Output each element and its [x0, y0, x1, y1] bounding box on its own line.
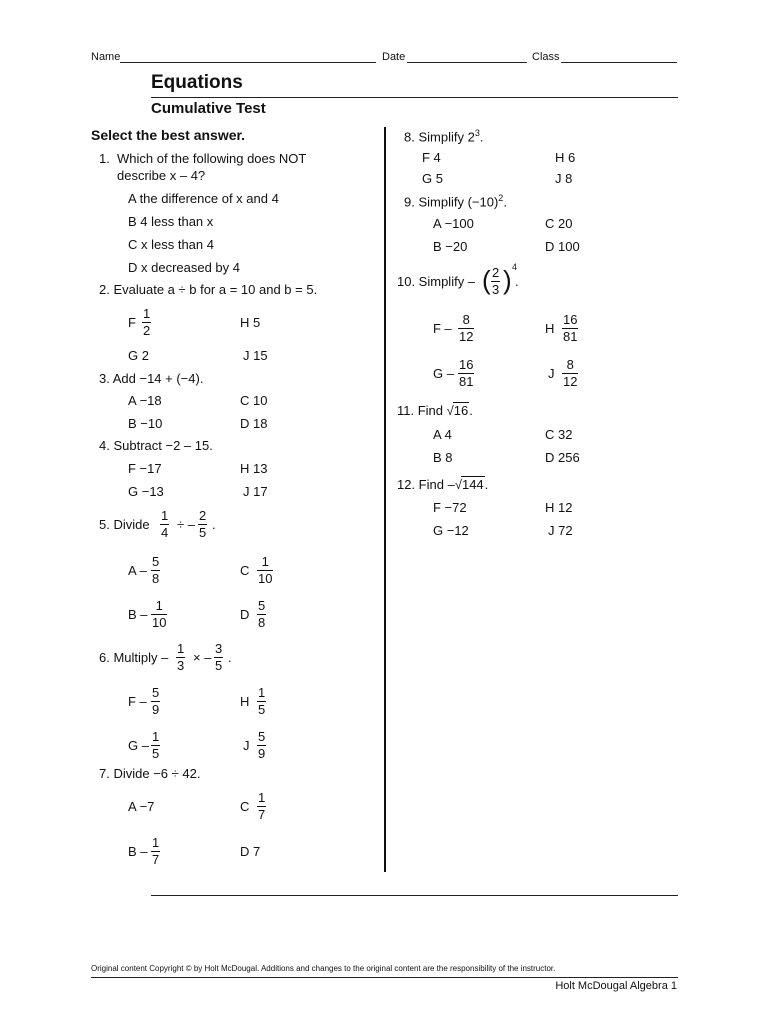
denominator: 5 [215, 658, 223, 673]
class-label: Class [532, 51, 560, 63]
q9-choice-a: A −100 [433, 216, 474, 231]
numerator: 1 [152, 835, 160, 850]
q10-fraction [491, 265, 500, 298]
denominator: 8 [152, 571, 160, 586]
q10-choice-h-fraction [562, 312, 578, 345]
q11-text [397, 402, 473, 418]
page-title: Equations [151, 72, 243, 93]
numerator: 2 [199, 508, 207, 523]
q8-prefix: 8. Simplify 2 [404, 129, 475, 145]
q11-prefix: 11. Find [397, 403, 444, 418]
date-label: Date [382, 51, 406, 63]
q9-period: . [503, 194, 507, 210]
q6-choice-h-label: H [240, 694, 250, 709]
numerator: 16 [459, 357, 474, 372]
numerator: 1 [257, 554, 273, 571]
denominator: 9 [152, 702, 160, 717]
q1-choice-c: C x less than 4 [128, 237, 214, 252]
bottom-rule [151, 895, 678, 896]
denominator: 5 [258, 702, 266, 717]
q7-choice-b-label: B – [128, 844, 148, 859]
q2-choice-g: G 2 [128, 348, 149, 363]
q5-choice-a-fraction [151, 554, 160, 587]
q4-choice-f: F −17 [128, 461, 162, 476]
q10-exponent: 4 [512, 262, 518, 272]
q7-choice-a: A −7 [128, 799, 155, 814]
denominator: 7 [152, 852, 160, 867]
name-label: Name [91, 51, 121, 63]
q1-number: 1. [99, 151, 110, 166]
denominator: 2 [143, 323, 151, 338]
q2-choice-j: J 15 [243, 348, 268, 363]
radical-sign: √ [446, 403, 454, 418]
title-rule [151, 97, 678, 98]
q6-prefix: 6. Multiply – [99, 650, 169, 665]
q3-choice-a: A −18 [128, 393, 162, 408]
numerator: 1 [161, 508, 169, 523]
q6-choice-g-label: G – [128, 738, 149, 753]
numerator: 5 [258, 729, 266, 744]
denominator: 7 [258, 807, 266, 822]
q12-choice-g: G −12 [433, 523, 469, 538]
q6-choice-j-fraction [257, 729, 266, 762]
q11-choice-b: B 8 [433, 450, 453, 465]
q8-choice-h: H 6 [555, 150, 576, 165]
q12-choice-h: H 12 [545, 500, 573, 515]
q7-choice-d: D 7 [240, 844, 261, 859]
q8-text [404, 128, 483, 144]
q1-line2: describe x – 4? [117, 168, 206, 183]
q5-choice-b-label: B – [128, 607, 148, 622]
numerator: 3 [215, 641, 223, 656]
numerator: 5 [152, 685, 160, 700]
name-blank [120, 62, 376, 63]
numerator: 1 [258, 790, 266, 805]
q5-choice-c-label: C [240, 563, 250, 578]
column-divider [384, 127, 386, 872]
q2-choice-f-label: F [128, 315, 136, 330]
q10-choice-f-label: F – [433, 321, 452, 336]
numerator: 1 [177, 641, 185, 656]
denominator: 5 [152, 746, 160, 761]
denominator: 81 [459, 374, 474, 389]
numerator: 2 [492, 265, 500, 280]
q9-choice-c: C 20 [545, 216, 573, 231]
q10-right-paren: ) [503, 265, 512, 295]
q6-choice-j-label: J [243, 738, 250, 753]
q9-choice-b: B −20 [433, 239, 468, 254]
denominator: 10 [258, 571, 273, 586]
q5-prefix: 5. Divide [99, 517, 150, 532]
q6-period: . [228, 650, 232, 665]
denominator: 10 [152, 615, 167, 630]
q8-exponent: 3 [474, 128, 480, 138]
numerator: 1 [143, 306, 151, 321]
date-blank [407, 62, 527, 63]
q6-operator: × – [193, 650, 212, 665]
q11-period: . [469, 403, 473, 418]
denominator: 81 [563, 329, 578, 344]
q7-text: 7. Divide −6 ÷ 42. [99, 766, 201, 781]
q3-text: 3. Add −14 + (−4). [99, 371, 204, 386]
q10-period: . [515, 274, 519, 289]
numerator: 1 [258, 685, 266, 700]
q5-choice-b-fraction [151, 598, 167, 631]
q4-choice-g: G −13 [128, 484, 164, 499]
class-blank [561, 62, 677, 63]
q10-choice-j-label: J [548, 366, 555, 381]
q10-choice-h-label: H [545, 321, 555, 336]
instruction: Select the best answer. [91, 127, 246, 143]
q10-choice-g-label: G – [433, 366, 454, 381]
q12-choice-f: F −72 [433, 500, 467, 515]
q1-choice-d: D x decreased by 4 [128, 260, 241, 275]
numerator: 16 [563, 312, 578, 327]
denominator: 5 [199, 525, 207, 540]
denominator: 8 [258, 615, 266, 630]
q11-choice-c: C 32 [545, 427, 573, 442]
q6-choice-f-label: F – [128, 694, 147, 709]
page-subtitle: Cumulative Test [151, 100, 266, 117]
q6-choice-f-fraction [151, 685, 160, 718]
q7-choice-c-fraction [257, 790, 266, 823]
q9-exponent: 2 [498, 193, 504, 203]
q4-choice-j: J 17 [243, 484, 268, 499]
q1-line1: Which of the following does NOT [117, 151, 307, 166]
q7-choice-b-fraction [151, 835, 160, 868]
q2-choice-f-fraction [142, 306, 151, 339]
q11-choice-d: D 256 [545, 450, 580, 465]
q1-choice-a: A the difference of x and 4 [128, 191, 279, 206]
q10-choice-j-fraction [562, 357, 578, 390]
footer-rule [91, 977, 678, 978]
q12-choice-j: J 72 [548, 523, 573, 538]
q5-choice-d-fraction [257, 598, 266, 631]
q10-choice-f-fraction [458, 312, 474, 345]
numerator: 1 [152, 729, 160, 744]
q12-radicand: 144 [461, 477, 484, 492]
numerator: 5 [258, 598, 266, 613]
book-title: Holt McDougal Algebra 1 [555, 980, 677, 992]
denominator: 12 [459, 329, 474, 344]
q6-choice-g-fraction [151, 729, 160, 762]
numerator: 8 [562, 357, 578, 374]
q2-text: 2. Evaluate a ÷ b for a = 10 and b = 5. [99, 282, 318, 297]
numerator: 8 [458, 312, 474, 329]
q7-choice-c-label: C [240, 799, 250, 814]
q5-choice-a-label: A – [128, 563, 147, 578]
numerator: 1 [151, 598, 167, 615]
denominator: 3 [177, 658, 185, 673]
q11-choice-a: A 4 [433, 427, 452, 442]
denominator: 4 [161, 525, 169, 540]
q3-choice-b: B −10 [128, 416, 163, 431]
q6-choice-h-fraction [257, 685, 266, 718]
q9-prefix: 9. Simplify (−10) [404, 194, 499, 210]
copyright-notice: Original content Copyright © by Holt McDougal. Additions and changes to the original content are the responsibility of the instructor. [91, 964, 556, 973]
q5-fraction-2 [198, 508, 207, 541]
numerator: 5 [152, 554, 160, 569]
radical-sign: √ [454, 477, 462, 492]
q3-choice-d: D 18 [240, 416, 268, 431]
q9-choice-d: D 100 [545, 239, 580, 254]
q9-text [404, 193, 507, 209]
q4-text: 4. Subtract −2 – 15. [99, 438, 213, 453]
q11-radicand: 16 [453, 403, 469, 418]
q2-choice-h: H 5 [240, 315, 261, 330]
q3-choice-c: C 10 [240, 393, 268, 408]
q8-choice-g: G 5 [422, 171, 443, 186]
q1-choice-b: B 4 less than x [128, 214, 214, 229]
q6-fraction-2 [214, 641, 223, 674]
q8-choice-j: J 8 [555, 171, 573, 186]
q6-fraction-1 [176, 641, 185, 674]
q5-choice-c-fraction [257, 554, 273, 587]
q5-period: . [212, 517, 216, 532]
q12-text [397, 476, 488, 492]
q4-choice-h: H 13 [240, 461, 268, 476]
q10-choice-g-fraction [458, 357, 474, 390]
q8-period: . [479, 129, 484, 145]
q5-choice-d-label: D [240, 607, 250, 622]
q8-choice-f: F 4 [422, 150, 441, 165]
denominator: 9 [258, 746, 266, 761]
q10-left-paren: ( [482, 265, 491, 295]
denominator: 12 [563, 374, 578, 389]
q5-fraction-1 [160, 508, 169, 541]
q10-prefix: 10. Simplify – [397, 274, 476, 289]
q12-period: . [484, 477, 489, 492]
denominator: 3 [492, 282, 500, 297]
q12-prefix: 12. Find – [397, 477, 455, 492]
q5-operator: ÷ – [177, 517, 195, 532]
